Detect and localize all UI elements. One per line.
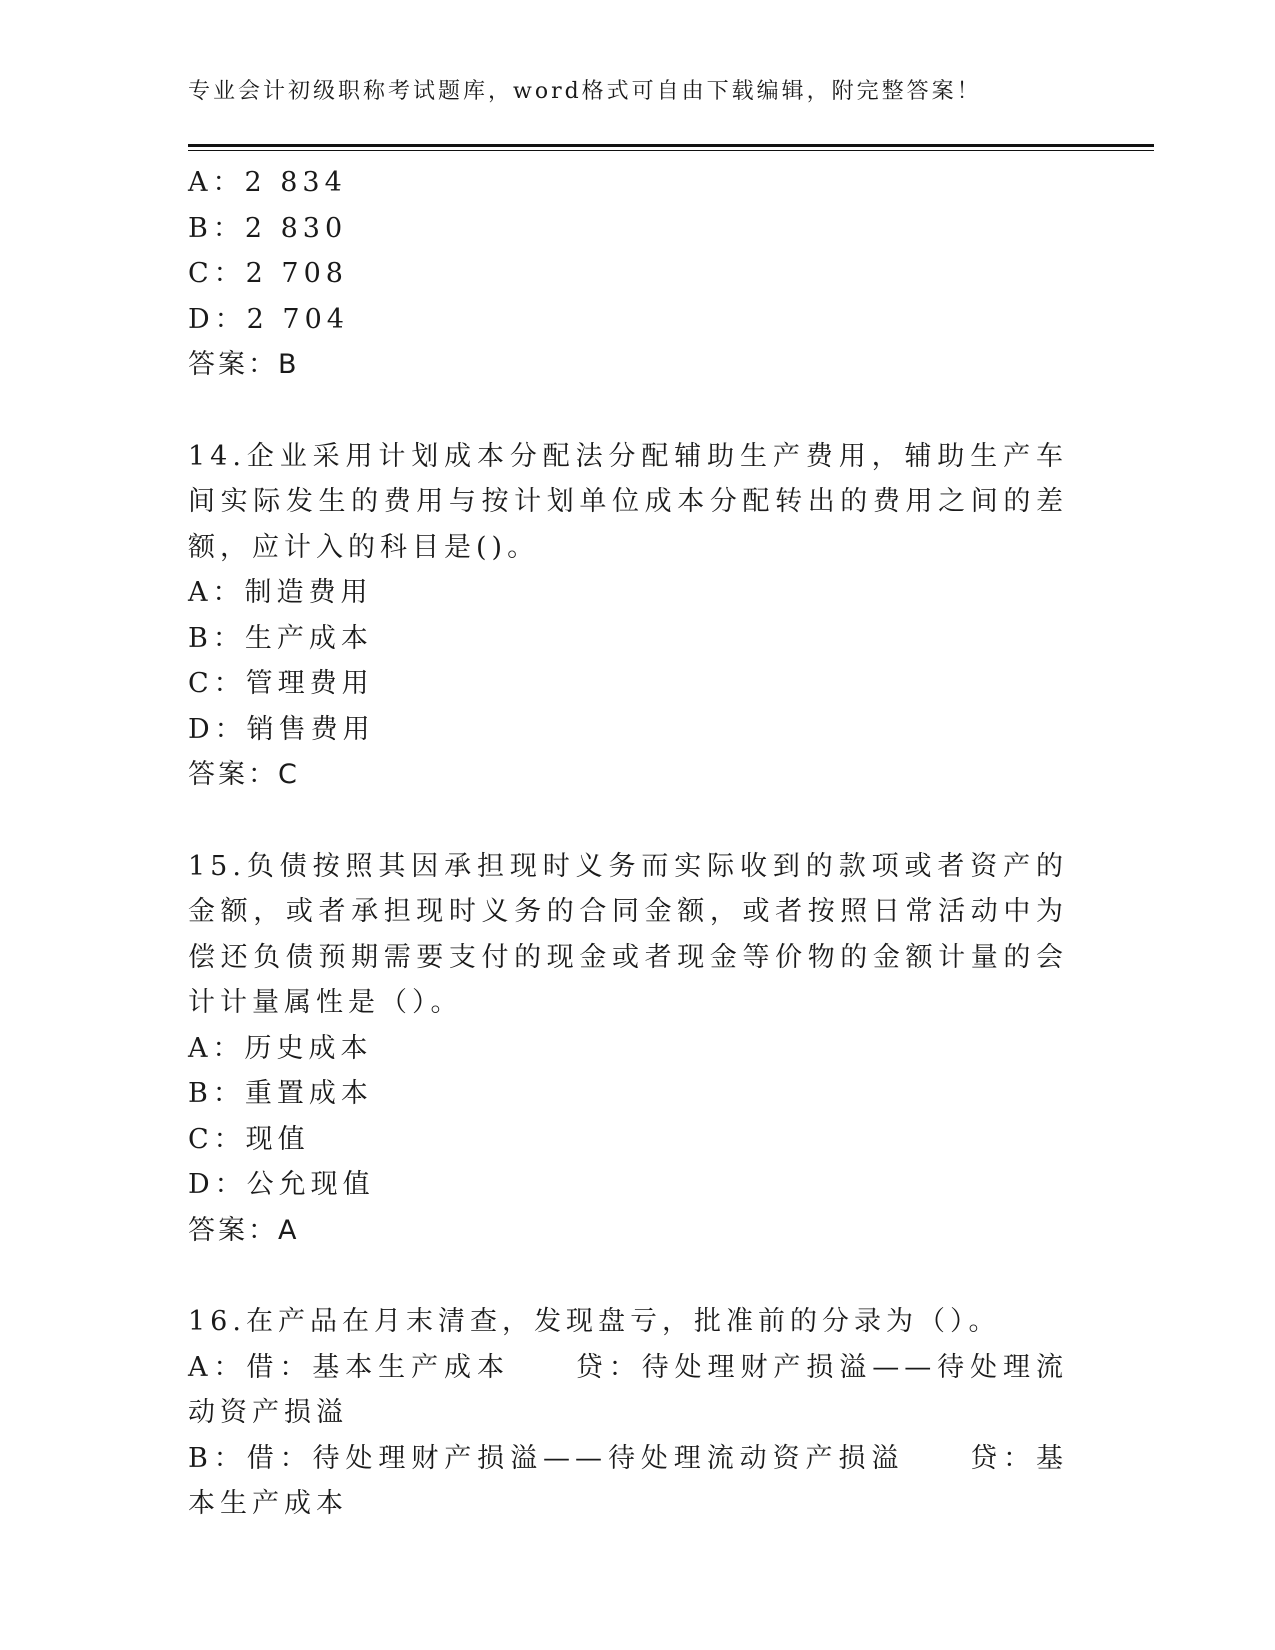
q14-option-a: A：制造费用 [188,577,373,608]
q13-answer: 答案：B [188,349,300,380]
q16-option-a: A：借：基本生产成本 贷：待处理财产损溢——待处理流动资产损溢 [188,1351,1068,1428]
question-16-block [188,1299,1068,1527]
q14-option-d: D：销售费用 [188,713,375,745]
question-content [188,160,1068,1527]
q16-option-b: B：借：待处理财产损溢——待处理流动资产损溢 贷：基本生产成本 [188,1442,1068,1519]
q13-option-c: C：2 708 [188,258,348,289]
question-15-block [188,844,1068,1254]
q16-stem: 16.在产品在月末清查，发现盘亏，批准前的分录为（）。 [188,1306,1001,1337]
q13-option-b: B：2 830 [188,212,348,244]
question-13-block [188,160,1068,388]
q15-option-c: C：现值 [188,1123,310,1155]
q14-option-c: C：管理费用 [188,668,374,699]
q13-option-a: A：2 834 [188,167,347,198]
question-14-block [188,434,1068,798]
q14-answer: 答案：C [188,759,300,790]
q15-option-a: A：历史成本 [188,1032,373,1064]
header-divider [188,144,1154,151]
q14-option-b: B：生产成本 [188,622,373,654]
q15-option-d: D：公允现值 [188,1169,375,1200]
q15-answer: 答案：A [188,1214,300,1246]
page-header: 专业会计初级职称考试题库，word格式可自由下载编辑，附完整答案！ [188,79,982,104]
q13-option-d: D：2 704 [188,303,349,335]
q15-stem: 15.负债按照其因承担现时义务而实际收到的款项或者资产的金额，或者承担现时义务的合同金额，或者按照日常活动中为偿还负债预期需要支付的现金或者现金等价物的金额计量的会计计量属性是（）。 [188,850,1068,1018]
q15-option-b: B：重置成本 [188,1078,373,1109]
q14-stem: 14.企业采用计划成本分配法分配辅助生产费用，辅助生产车间实际发生的费用与按计划单位成本分配转出的费用之间的差额，应计入的科目是()。 [188,440,1068,563]
